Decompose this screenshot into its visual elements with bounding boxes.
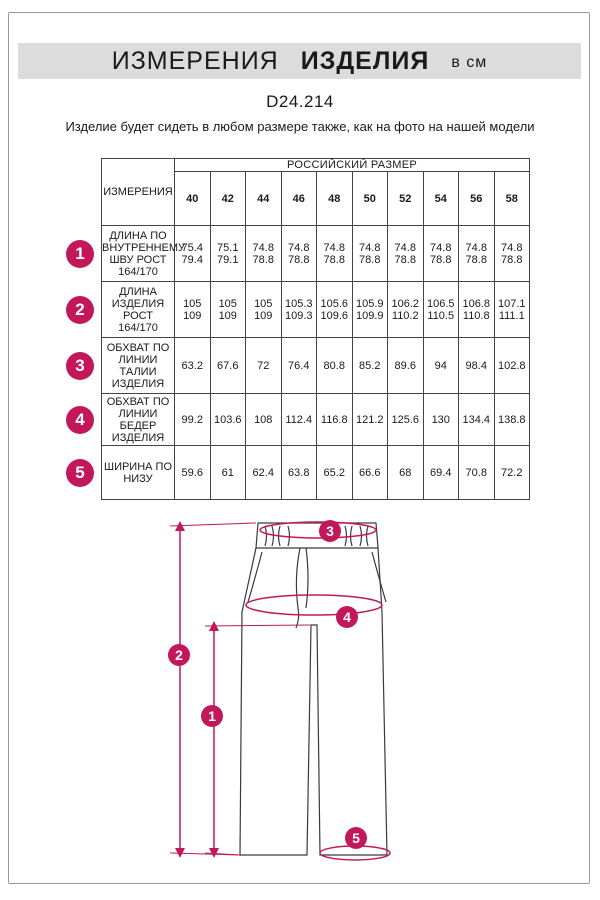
table-cell: 108 [246,394,282,446]
table-cell: 67.6 [210,338,246,394]
row-label: ОБХВАТ ПО ЛИНИИ ТАЛИИ ИЗДЕЛИЯ [102,338,175,394]
fit-note: Изделие будет сидеть в любом размере также, как на фото на нашей модели [65,119,535,134]
table-cell: 103.6 [210,394,246,446]
title-measurements: ИЗМЕРЕНИЯ [111,46,279,75]
table-cell: 106.2 110.2 [388,282,424,338]
waist-marker [319,520,341,542]
row-number-badge: 1 [66,240,94,268]
table-cell: 76.4 [281,338,317,394]
table-cell: 63.8 [281,446,317,500]
row-number-badge: 4 [66,406,94,434]
row-label: ОБХВАТ ПО ЛИНИИ БЕДЕР ИЗДЕЛИЯ [102,394,175,446]
table-cell: 72 [246,338,282,394]
row-label: ДЛИНА ПО ВНУТРЕННЕМУ ШВУ РОСТ 164/170 [102,226,175,282]
table-cell: 69.4 [423,446,459,500]
hip-marker [336,606,358,628]
table-cell: 74.8 78.8 [459,226,495,282]
table-cell: 106.8 110.8 [459,282,495,338]
row-number-badge: 2 [66,296,94,324]
size-header: 44 [246,172,282,226]
row-label: ШИРИНА ПО НИЗУ [102,446,175,500]
length-marker [168,644,190,666]
size-header: 52 [388,172,424,226]
size-header: 48 [317,172,353,226]
size-header: 56 [459,172,495,226]
table-cell: 102.8 [494,338,530,394]
table-cell: 116.8 [317,394,353,446]
row-number-badge: 3 [66,352,94,380]
table-cell: 121.2 [352,394,388,446]
table-cell: 106.5 110.5 [423,282,459,338]
svg-text:3: 3 [326,523,334,539]
size-header: 40 [175,172,211,226]
hip-measure-arc [246,595,382,615]
table-cell: 105 109 [246,282,282,338]
table-cell: 74.8 78.8 [388,226,424,282]
table-cell: 105.6 109.6 [317,282,353,338]
table-cell: 72.2 [494,446,530,500]
measurements-header: ИЗМЕРЕНИЯ [102,159,175,226]
table-cell: 138.8 [494,394,530,446]
table-cell: 130 [423,394,459,446]
svg-text:2: 2 [175,647,183,663]
pants-outline [240,548,387,855]
size-header: 50 [352,172,388,226]
waist-measure-arc [260,522,376,538]
table-cell: 125.6 [388,394,424,446]
size-header: 42 [210,172,246,226]
table-cell: 59.6 [175,446,211,500]
table-cell: 107.1 111.1 [494,282,530,338]
table-cell: 74.8 78.8 [494,226,530,282]
table-cell: 65.2 [317,446,353,500]
table-cell: 74.8 78.8 [281,226,317,282]
row-number-badge: 5 [66,459,94,487]
hem-marker [345,827,367,849]
table-cell: 105 109 [210,282,246,338]
table-cell: 134.4 [459,394,495,446]
table-cell: 94 [423,338,459,394]
table-cell: 62.4 [246,446,282,500]
table-cell: 112.4 [281,394,317,446]
table-cell: 105.9 109.9 [352,282,388,338]
svg-text:5: 5 [352,830,360,846]
table-cell: 63.2 [175,338,211,394]
title-unit: в см [451,54,488,71]
title-product: ИЗДЕЛИЯ [300,46,430,75]
drawstring [296,548,308,628]
row-label: ДЛИНА ИЗДЕЛИЯ РОСТ 164/170 [102,282,175,338]
table-cell: 74.8 78.8 [317,226,353,282]
table-cell: 105.3 109.3 [281,282,317,338]
size-header: 58 [494,172,530,226]
article-code: D24.214 [266,92,334,111]
size-group-header: РОССИЙСКИЙ РАЗМЕР [175,159,530,172]
table-cell: 61 [210,446,246,500]
table-cell: 74.8 78.8 [423,226,459,282]
table-cell: 66.6 [352,446,388,500]
table-cell: 98.4 [459,338,495,394]
svg-text:1: 1 [208,708,216,724]
table-cell: 74.8 78.8 [246,226,282,282]
table-cell: 70.8 [459,446,495,500]
table-cell: 105 109 [175,282,211,338]
table-cell: 85.2 [352,338,388,394]
table-cell: 68 [388,446,424,500]
table-cell: 74.8 78.8 [352,226,388,282]
svg-text:4: 4 [343,609,351,625]
table-cell: 89.6 [388,338,424,394]
table-cell: 80.8 [317,338,353,394]
table-cell: 75.1 79.1 [210,226,246,282]
size-header: 54 [423,172,459,226]
size-header: 46 [281,172,317,226]
table-cell: 99.2 [175,394,211,446]
table-cell: 75.4 79.4 [175,226,211,282]
inseam-marker [201,705,223,727]
